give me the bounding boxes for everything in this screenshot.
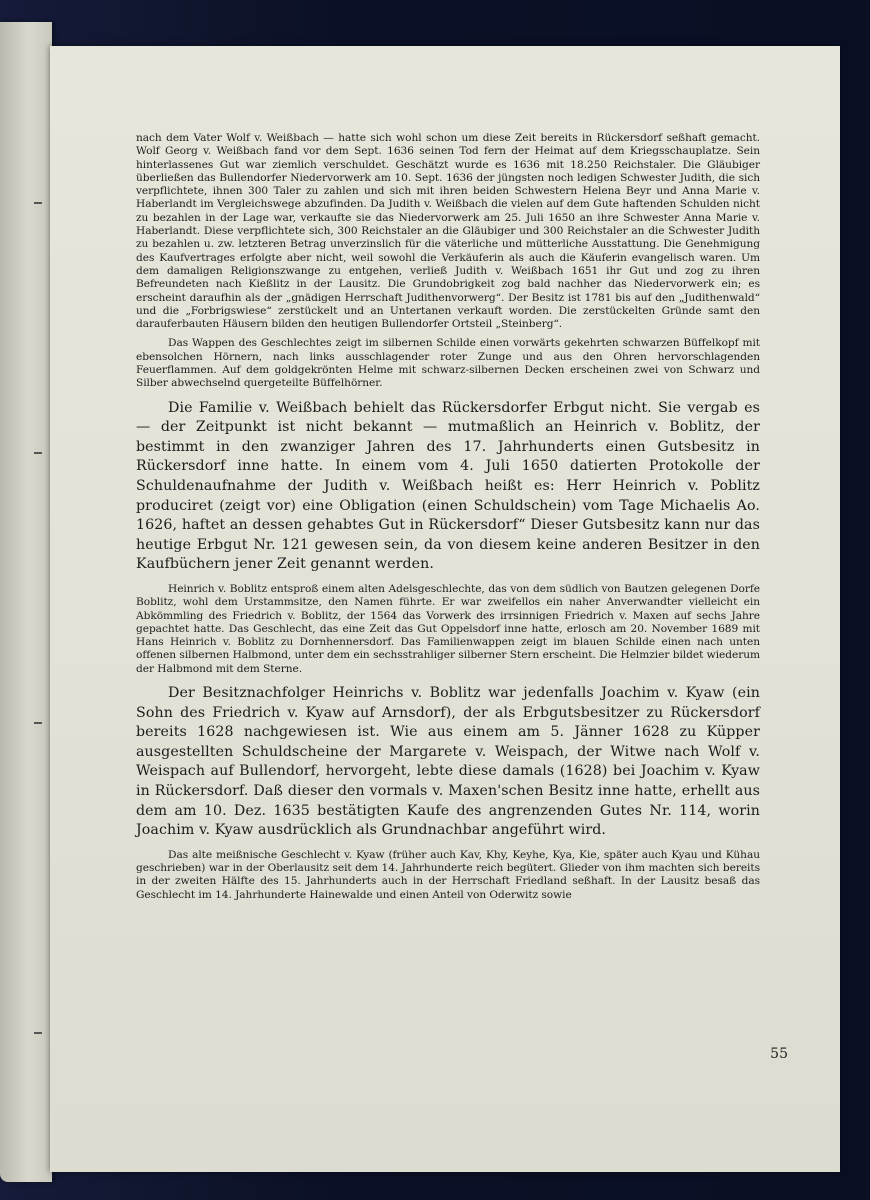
- paragraph-weissbach-coat-of-arms: Das Wappen des Geschlechtes zeigt im silbernen Schilde einen vorwärts gekehrten schwarzen Büffelkopf mit ebensolchen Hörnern, nach links ausschlagender roter Zunge und aus den Ohren hervorschlagenden Feuerflammen. Auf dem goldgekrönten Helme mit schwarz-silbernen Decken erscheinen zwei von Schwarz und Silber abwechselnd quergeteilte Büffelhörner.: [136, 337, 760, 390]
- book-spine: [0, 22, 52, 1182]
- paragraph-kyaw-family: Das alte meißnische Geschlecht v. Kyaw (früher auch Kav, Khy, Keyhe, Kya, Kie, später auch Kyau und Kühau geschrieben) war in der Oberlausitz seit dem 14. Jahrhunderte reich begütert. Glieder von ihm machten sich bereits in der zweiten Hälfte des 15. Jahrhunderts auch in der Herrschaft Friedland seßhaft. In der Lausitz besaß das Geschlecht im 14. Jahrhunderte Hainewalde und einen Anteil von Oderwitz sowie: [136, 848, 760, 901]
- paragraph-boblitz-family: Heinrich v. Boblitz entsproß einem alten Adelsgeschlechte, das von dem südlich von Bautzen gelegenen Dorfe Boblitz, wohl dem Urstammsitze, den Namen führte. Er war zweifellos ein naher Anverwandter vielleicht ein Abkömmling des Friedrich v. Boblitz, der 1564 das Vorwerk des irrsinnigen Friedrich v. Maxen auf sechs Jahre gepachtet hatte. Das Geschlecht, das eine Zeit das Gut Oppelsdorf inne hatte, erlosch am 20. November 1689 mit Hans Heinrich v. Boblitz zu Dornhennersdorf. Das Familienwappen zeigt im blauen Schilde einen nach unten offenen silbernen Halbmond, unter dem ein sechsstrahliger silberner Stern erscheint. Die Helmzier bildet wiederum der Halbmond mit dem Sterne.: [136, 582, 760, 675]
- book-page: [50, 46, 840, 1172]
- binding-stitch: [34, 202, 42, 204]
- binding-stitch: [34, 1032, 42, 1034]
- binding-stitch: [34, 722, 42, 724]
- page-text: [136, 132, 760, 902]
- page-number: 55: [770, 1046, 788, 1062]
- paragraph-boblitz-ownership: Die Familie v. Weißbach behielt das Rückersdorfer Erbgut nicht. Sie vergab es — der Zeitpunkt ist nicht bekannt — mutmaßlich an Heinrich v. Boblitz, der bestimmt in den zwanziger Jahren des 17. Jahrhunderts einen Gutsbesitz in Rückersdorf inne hatte. In einem vom 4. Juli 1650 datierten Protokolle der Schuldenaufnahme der Judith v. Weißbach heißt es: Herr Heinrich v. Poblitz produciret (zeigt vor) eine Obligation (einen Schuldschein) vom Tage Michaelis Ao. 1626, haftet an dessen gehabtes Gut in Rückersdorf“ Dieser Gutsbesitz kann nur das heutige Erbgut Nr. 121 gewesen sein, da von diesem keine anderen Besitzer in den Kaufbüchern jener Zeit genannt werden.: [136, 399, 760, 573]
- binding-stitch: [34, 452, 42, 454]
- paragraph-weissbach-estate: nach dem Vater Wolf v. Weißbach — hatte sich wohl schon um diese Zeit bereits in Rückersdorf seßhaft gemacht. Wolf Georg v. Weißbach fand vor dem Sept. 1636 seinen Tod fern der Heimat auf dem Kriegsschauplatze. Sein hinterlassenes Gut war ziemlich verschuldet. Geschätzt wurde es 1636 mit 18.250 Reichstaler. Die Gläubiger überließen das Bullendorfer Niedervorwerk am 10. Sept. 1636 der jüngsten noch ledigen Schwester Judith, die sich verpflichtete, ihnen 300 Taler zu zahlen und sich mit ihren beiden Schwestern Helena Beyr und Anna Marie v. Haberlandt im Vergleichswege abzufinden. Da Judith v. Weißbach die vielen auf dem Gute haftenden Schulden nicht zu bezahlen in der Lage war, verkaufte sie das Niedervorwerk am 25. Juli 1650 an ihre Schwester Anna Marie v. Haberlandt. Diese verpflichtete sich, 300 Reichstaler an die Gläubiger und 300 Reichstaler an die Schwester Judith zu bezahlen u. zw. letzteren Betrag unverzinslich für die väterliche und mütterliche Ausstattung. Die Genehmigung des Kaufvertrages erfolgte aber nicht, weil sowohl die Verkäuferin als auch die Käuferin evangelisch waren. Um dem damaligen Religionszwange zu entgehen, verließ Judith v. Weißbach 1651 ihr Gut und zog zu ihren Befreundeten nach Kießlitz in der Lausitz. Die Grundobrigkeit zog bald nachher das Niedervorwerk ein; es erscheint daraufhin als der „gnädigen Herrschaft Judithenvorwerg“. Der Besitz ist 1781 bis auf den „Judithenwald“ und die „Forbrigswiese“ zerstückelt und an Untertanen verkauft worden. Die zerstückelten Gründe samt den darauferbauten Häusern bilden den heutigen Bullendorfer Ortsteil „Steinberg“.: [136, 132, 760, 331]
- paragraph-kyaw-succession: Der Besitznachfolger Heinrichs v. Boblitz war jedenfalls Joachim v. Kyaw (ein Sohn des Friedrich v. Kyaw auf Arnsdorf), der als Erbgutsbesitzer zu Rückersdorf bereits 1628 nachgewiesen ist. Wie aus einem am 5. Jänner 1628 zu Küpper ausgestellten Schuldscheine der Margarete v. Weispach, der Witwe nach Wolf v. Weispach auf Bullendorf, hervorgeht, lebte diese damals (1628) bei Joachim v. Kyaw in Rückersdorf. Daß dieser den vormals v. Maxen'schen Besitz inne hatte, erhellt aus dem am 10. Dez. 1635 bestätigten Kaufe des angrenzenden Gutes Nr. 114, worin Joachim v. Kyaw ausdrücklich als Grundnachbar angeführt wird.: [136, 685, 760, 839]
